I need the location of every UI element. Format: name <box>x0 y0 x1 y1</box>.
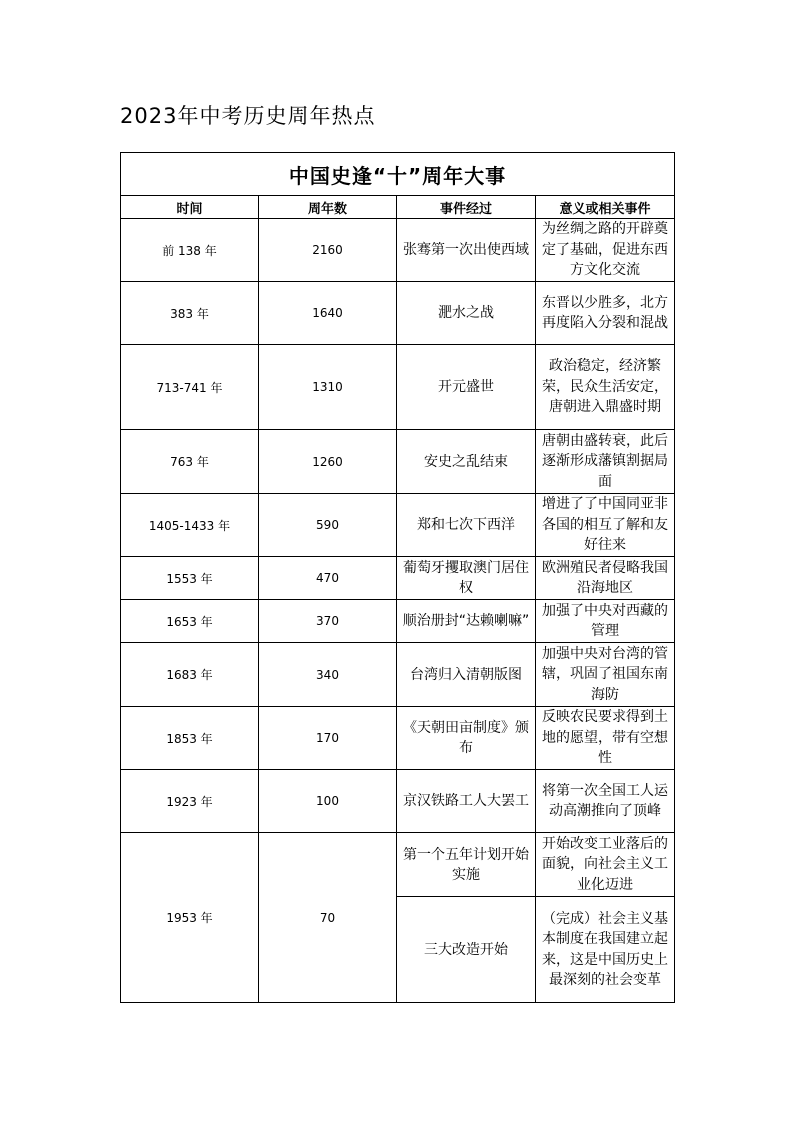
table-row <box>121 345 675 430</box>
significance-cell: （完成）社会主义基本制度在我国建立起来，这是中国历史上最深刻的社会变革 <box>536 897 675 1003</box>
table-row <box>121 219 675 282</box>
years-cell: 70 <box>259 833 397 1003</box>
event-cell: 开元盛世 <box>397 345 536 430</box>
years-cell: 1310 <box>259 345 397 430</box>
table-header-row <box>121 196 675 219</box>
table-row <box>121 707 675 770</box>
years-cell: 470 <box>259 557 397 600</box>
table-row <box>121 833 675 897</box>
table-row <box>121 557 675 600</box>
time-cell: 1653 年 <box>121 600 259 643</box>
event-cell: 台湾归入清朝版图 <box>397 643 536 707</box>
significance-cell: 东晋以少胜多，北方再度陷入分裂和混战 <box>536 282 675 345</box>
table-row <box>121 643 675 707</box>
significance-cell: 开始改变工业落后的面貌，向社会主义工业化迈进 <box>536 833 675 897</box>
time-cell: 前 138 年 <box>121 219 259 282</box>
time-cell: 1923 年 <box>121 770 259 833</box>
time-cell: 1405-1433 年 <box>121 494 259 557</box>
anniversary-events-table <box>120 152 675 1003</box>
significance-cell: 政治稳定，经济繁荣，民众生活安定，唐朝进入鼎盛时期 <box>536 345 675 430</box>
column-header-significance: 意义或相关事件 <box>536 196 675 219</box>
years-cell: 1260 <box>259 430 397 494</box>
event-cell: 顺治册封“达赖喇嘛” <box>397 600 536 643</box>
time-cell: 1553 年 <box>121 557 259 600</box>
significance-cell: 增进了了中国同亚非各国的相互了解和友好往来 <box>536 494 675 557</box>
table-row <box>121 430 675 494</box>
years-cell: 370 <box>259 600 397 643</box>
column-header-time: 时间 <box>121 196 259 219</box>
event-cell: 淝水之战 <box>397 282 536 345</box>
years-cell: 590 <box>259 494 397 557</box>
significance-cell: 将第一次全国工人运动高潮推向了顶峰 <box>536 770 675 833</box>
event-cell: 张骞第一次出使西域 <box>397 219 536 282</box>
significance-cell: 唐朝由盛转衰，此后逐渐形成藩镇割据局面 <box>536 430 675 494</box>
column-header-event: 事件经过 <box>397 196 536 219</box>
event-cell: 三大改造开始 <box>397 897 536 1003</box>
time-cell: 1853 年 <box>121 707 259 770</box>
event-cell: 葡萄牙攫取澳门居住权 <box>397 557 536 600</box>
time-cell: 763 年 <box>121 430 259 494</box>
time-cell: 1683 年 <box>121 643 259 707</box>
table-title: 中国史逢“十”周年大事 <box>121 153 675 196</box>
years-cell: 1640 <box>259 282 397 345</box>
years-cell: 340 <box>259 643 397 707</box>
time-cell: 1953 年 <box>121 833 259 1003</box>
significance-cell: 加强了中央对西藏的管理 <box>536 600 675 643</box>
years-cell: 100 <box>259 770 397 833</box>
time-cell: 383 年 <box>121 282 259 345</box>
time-cell: 713-741 年 <box>121 345 259 430</box>
table-row <box>121 600 675 643</box>
table-row <box>121 494 675 557</box>
event-cell: 《天朝田亩制度》颁布 <box>397 707 536 770</box>
document-title: 2023年中考历史周年热点 <box>120 104 376 128</box>
event-cell: 京汉铁路工人大罢工 <box>397 770 536 833</box>
table-title-row <box>121 153 675 196</box>
years-cell: 2160 <box>259 219 397 282</box>
significance-cell: 为丝绸之路的开辟奠定了基础，促进东西方文化交流 <box>536 219 675 282</box>
event-cell: 安史之乱结束 <box>397 430 536 494</box>
column-header-years: 周年数 <box>259 196 397 219</box>
significance-cell: 反映农民要求得到土地的愿望，带有空想性 <box>536 707 675 770</box>
event-cell: 第一个五年计划开始实施 <box>397 833 536 897</box>
significance-cell: 加强中央对台湾的管辖，巩固了祖国东南海防 <box>536 643 675 707</box>
table-row <box>121 770 675 833</box>
event-cell: 郑和七次下西洋 <box>397 494 536 557</box>
significance-cell: 欧洲殖民者侵略我国沿海地区 <box>536 557 675 600</box>
table-row <box>121 282 675 345</box>
years-cell: 170 <box>259 707 397 770</box>
